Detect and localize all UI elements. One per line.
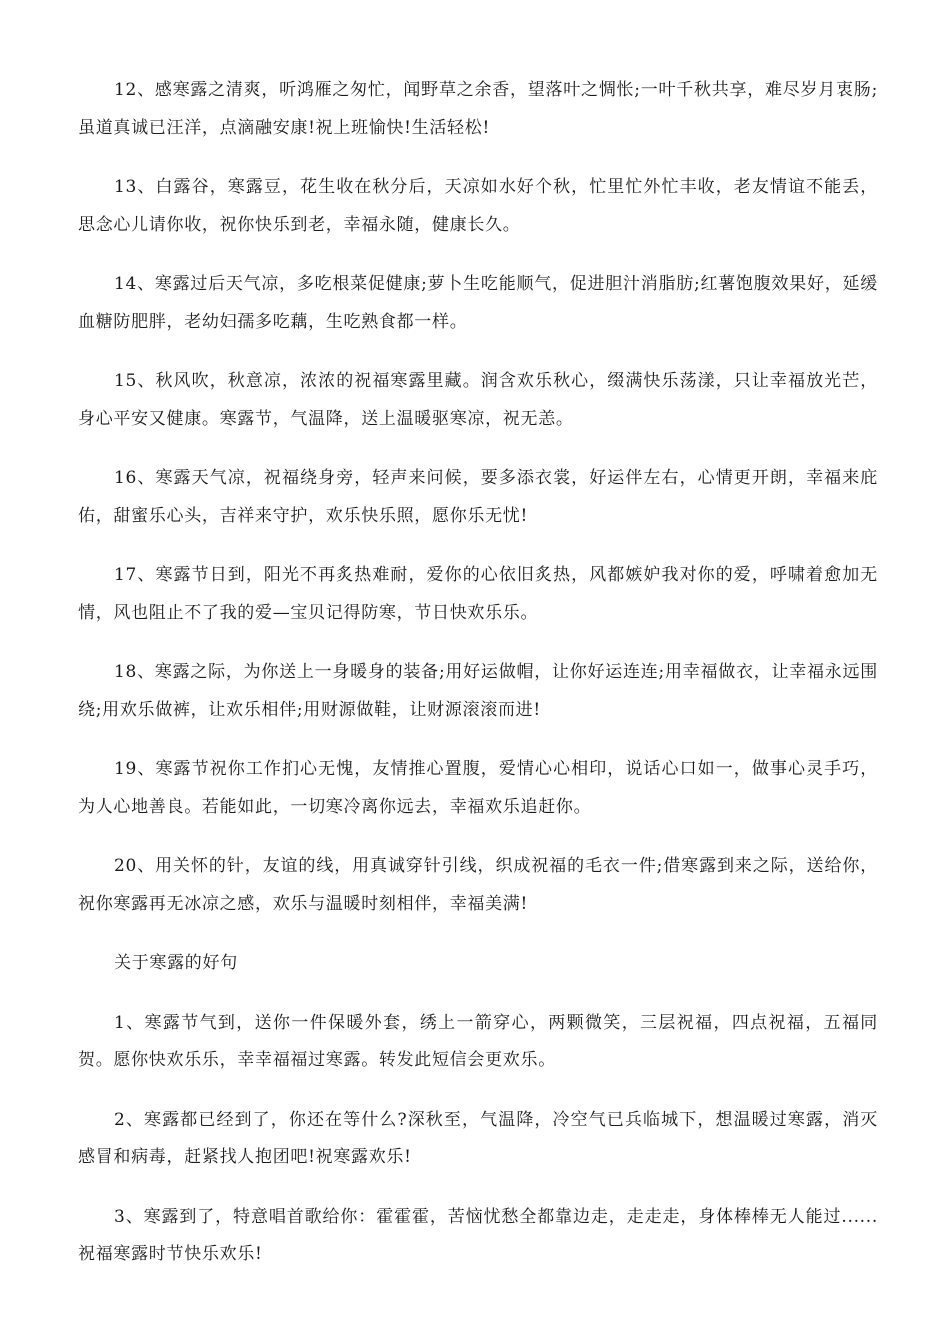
section-heading: 关于寒露的好句 (114, 953, 238, 973)
paragraph-good-1: 1、寒露节气到，送你一件保暖外套，绣上一箭穿心，两颗微笑，三层祝福，四点祝福，五福同贺。愿你快欢乐乐，幸幸福福过寒露。转发此短信会更欢乐。 (78, 1012, 878, 1070)
paragraph-17: 17、寒露节日到，阳光不再炙热难耐，爱你的心依旧炙热，风都嫉妒我对你的爱，呼啸着愈加无情，风也阻止不了我的爱—宝贝记得防寒，节日快欢乐乐。 (78, 565, 878, 623)
paragraph-good-3: 3、寒露到了，特意唱首歌给你：霍霍霍，苦恼忧愁全都靠边走，走走走，身体棒棒无人能过......祝福寒露时节快乐欢乐! (78, 1206, 878, 1264)
paragraph-20: 20、用关怀的针，友谊的线，用真诚穿针引线，织成祝福的毛衣一件;借寒露到来之际，送给你，祝你寒露再无冰凉之感，欢乐与温暖时刻相伴，幸福美满! (78, 856, 878, 914)
paragraph-14: 14、寒露过后天气凉，多吃根菜促健康;萝卜生吃能顺气，促进胆汁消脂肪;红薯饱腹效果好，延缓血糖防肥胖，老幼妇孺多吃藕，生吃熟食都一样。 (78, 274, 878, 332)
paragraph-13: 13、白露谷，寒露豆，花生收在秋分后，天凉如水好个秋，忙里忙外忙丰收，老友情谊不能丢，思念心儿请你收，祝你快乐到老，幸福永随，健康长久。 (78, 177, 878, 235)
document-body (78, 72, 878, 1296)
paragraph-good-2: 2、寒露都已经到了，你还在等什么?深秋至，气温降，冷空气已兵临城下，想温暖过寒露，消灭感冒和病毒，赶紧找人抱团吧!祝寒露欢乐! (78, 1109, 878, 1167)
paragraph-19: 19、寒露节祝你工作扪心无愧，友情推心置腹，爱情心心相印，说话心口如一，做事心灵手巧，为人心地善良。若能如此，一切寒冷离你远去，幸福欢乐追赶你。 (78, 759, 878, 817)
paragraph-16: 16、寒露天气凉，祝福绕身旁，轻声来问候，要多添衣裳，好运伴左右，心情更开朗，幸福来庇佑，甜蜜乐心头，吉祥来守护，欢乐快乐照，愿你乐无忧! (78, 468, 878, 526)
paragraph-15: 15、秋风吹，秋意凉，浓浓的祝福寒露里藏。润含欢乐秋心，缀满快乐荡漾，只让幸福放光芒，身心平安又健康。寒露节，气温降，送上温暖驱寒凉，祝无恙。 (78, 371, 878, 429)
paragraph-12: 12、感寒露之清爽，听鸿雁之匆忙，闻野草之余香，望落叶之惆怅;一叶千秋共享，难尽岁月衷肠;虽道真诚已汪洋，点滴融安康!祝上班愉快!生活轻松! (78, 80, 878, 138)
paragraph-18: 18、寒露之际，为你送上一身暖身的装备;用好运做帽，让你好运连连;用幸福做衣，让幸福永远围绕;用欢乐做裤，让欢乐相伴;用财源做鞋，让财源滚滚而进! (78, 662, 878, 720)
